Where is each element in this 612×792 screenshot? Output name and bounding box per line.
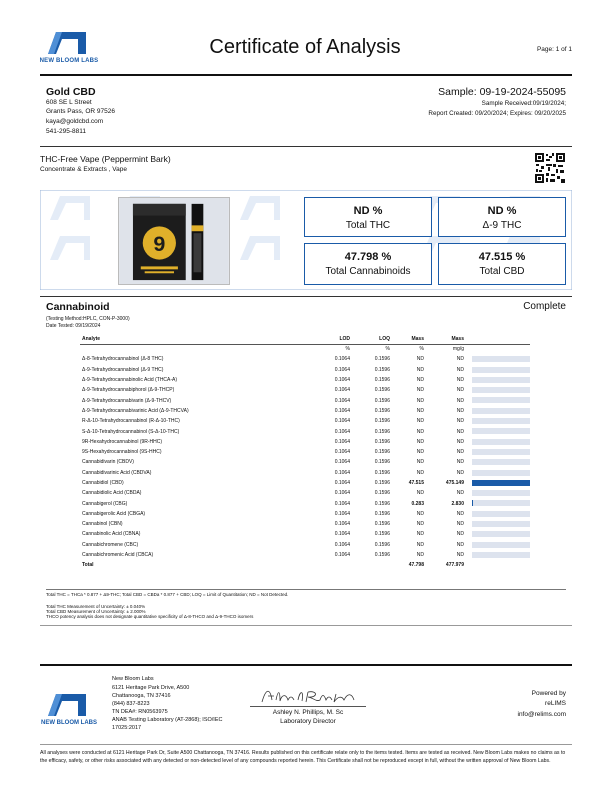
lab-logo-text: NEW BLOOM LABS	[39, 58, 99, 64]
cell-analyte: Cannabidiol (CBD)	[82, 480, 124, 486]
cell-loq: 0.1596	[374, 510, 390, 517]
section-title: Cannabinoid	[46, 301, 110, 313]
cell-lod: 0.1064	[334, 490, 350, 497]
cell-analyte: Δ-8-Tetrahydrocannabinol (Δ-8 THC)	[82, 356, 164, 363]
d9-thc-label: Δ-9 THC	[482, 220, 522, 231]
lab-logo-icon	[46, 30, 90, 56]
cell-loq: 0.1596	[374, 459, 390, 466]
cell-loq: 0.1596	[374, 366, 390, 373]
note-cbd-uncertainty: Total CBD Measurement of Uncertainty: ± 2.000%	[46, 609, 146, 614]
cell-mass-mg: ND	[456, 356, 464, 363]
d9-thc-card	[438, 197, 566, 237]
total-cannabinoids-card	[304, 243, 432, 285]
cell-lod: 0.1064	[334, 438, 350, 445]
cell-mass-mg: ND	[456, 387, 464, 394]
lab-dea: TN DEA#: RN0563975	[112, 709, 168, 715]
cell-mass-pct: ND	[416, 397, 424, 404]
total-mg: 477.979	[445, 562, 464, 569]
cell-mass-pct: ND	[416, 449, 424, 456]
cell-lod: 0.1064	[334, 510, 350, 517]
col-loq: LOQ	[352, 335, 392, 344]
cell-analyte: Cannabichromenic Acid (CBCA)	[82, 552, 154, 559]
cell-analyte: Δ-9-Tetrahydrocannabivarin (Δ-9-THCV)	[82, 397, 172, 404]
cell-loq: 0.1596	[374, 438, 390, 445]
cell-mass-mg: 475.149	[445, 480, 464, 486]
client-divider	[40, 146, 572, 147]
cell-loq: 0.1596	[374, 541, 390, 548]
cell-mass-pct: ND	[416, 531, 424, 538]
cell-loq: 0.1596	[374, 531, 390, 538]
lab-iso: 17025:2017	[112, 725, 142, 731]
total-thc-label: Total THC	[345, 220, 391, 231]
report-dates: Report Created: 09/20/2024; Expires: 09/20/2025	[428, 110, 566, 117]
director-title: Laboratory Director	[280, 718, 336, 725]
d9-thc-value: ND %	[487, 205, 517, 217]
cell-lod: 0.1064	[334, 397, 350, 404]
cell-mass-mg: ND	[456, 510, 464, 517]
cell-analyte: Δ-9-Tetrahydrocannabivarinic Acid (Δ-9-THCVA)	[82, 407, 189, 414]
cell-lod: 0.1064	[334, 366, 350, 373]
footer-divider	[40, 664, 572, 666]
unit-loq: %	[385, 346, 390, 353]
cell-mass-pct: ND	[416, 459, 424, 466]
col-lod: LOD	[312, 335, 352, 344]
product-name: THC-Free Vape (Peppermint Bark)	[40, 154, 171, 164]
cell-mass-mg: ND	[456, 531, 464, 538]
product-category: Concentrate & Extracts , Vape	[40, 166, 127, 173]
cell-analyte: Cannabigerolic Acid (CBGA)	[82, 510, 146, 517]
cell-mass-mg: ND	[456, 397, 464, 404]
cell-lod: 0.1064	[334, 449, 350, 456]
cell-mass-mg: ND	[456, 541, 464, 548]
cell-mass-mg: ND	[456, 407, 464, 414]
cell-analyte: S-Δ-10-Tetrahydrocannabinol (S-Δ-10-THC)	[82, 428, 180, 435]
cell-mass-mg: ND	[456, 449, 464, 456]
lab-accreditation: ANAB Testing Laboratory (AT-2868); ISO/IEC	[112, 717, 223, 723]
page-title: Certificate of Analysis	[209, 36, 401, 58]
cell-mass-mg: ND	[456, 438, 464, 445]
lab-phone: (844) 837-8223	[112, 701, 150, 707]
qr-code-icon	[534, 152, 566, 184]
note-thco: THCO potency analysis does not designate quantitative specificity of Δ-8-THCO and Δ-9-THCO isomers	[46, 614, 254, 619]
total-thc-value: ND %	[353, 205, 383, 217]
cell-mass-pct: ND	[416, 490, 424, 497]
cell-loq: 0.1596	[374, 500, 390, 507]
cell-mass-pct: ND	[416, 366, 424, 373]
cell-mass-pct: ND	[416, 510, 424, 517]
cell-lod: 0.1064	[334, 387, 350, 394]
testing-method: (Testing Method:HPLC, CON-P-3000)	[46, 316, 130, 322]
cell-mass-mg: ND	[456, 366, 464, 373]
disclaimer-divider	[40, 744, 572, 745]
cell-mass-pct: 47.515	[408, 480, 424, 486]
cell-mass-mg: ND	[456, 490, 464, 497]
cell-analyte: Cannabichromene (CBC)	[82, 541, 139, 548]
svg-text:9: 9	[153, 231, 166, 256]
cell-mass-mg: ND	[456, 418, 464, 425]
unit-mass-pct: %	[419, 346, 424, 353]
total-cannabinoids-value: 47.798 %	[344, 251, 392, 263]
cell-lod: 0.1064	[334, 428, 350, 435]
powered-by-email[interactable]: info@relims.com	[517, 711, 566, 718]
cell-lod: 0.1064	[334, 377, 350, 384]
cell-analyte: Cannabidivarinic Acid (CBDVA)	[82, 469, 152, 476]
lab-address-2: Chattanooga, TN 37416	[112, 693, 171, 699]
cell-mass-pct: ND	[416, 541, 424, 548]
cell-analyte: Δ-9-Tetrahydrocannabiphorol (Δ-9-THCP)	[82, 387, 175, 394]
lab-name: New Bloom Labs	[112, 676, 154, 682]
cell-loq: 0.1596	[374, 397, 390, 404]
cell-analyte: Cannabinolic Acid (CBNA)	[82, 531, 141, 538]
footer-lab-logo-text: NEW BLOOM LABS	[41, 720, 97, 726]
unit-mass-mg: mg/g	[452, 346, 464, 353]
note-thc-uncertainty: Total THC Measurement of Uncertainty: ± 0.040%	[46, 604, 146, 609]
page-number: Page: 1 of 1	[536, 46, 572, 53]
cell-loq: 0.1596	[374, 552, 390, 559]
col-analyte: Analyte	[80, 335, 312, 344]
director-signature	[258, 686, 358, 706]
total-thc-card	[304, 197, 432, 237]
cell-mass-pct: ND	[416, 418, 424, 425]
client-address-1: 608 SE L Street	[46, 99, 92, 106]
cell-lod: 0.1064	[334, 500, 350, 507]
cell-mass-mg: ND	[456, 377, 464, 384]
disclaimer-text: All analyses were conducted at 6121 Heritage Park Dr, Suite A500 Chattanooga, TN 37416. Results published on this certificate relate only to the items tested. Items are tested as received. New Bloom Labs makes no claims as to the efficacy, safety, or other risks associated with any detected or non-detected level of any compounds reported herein. This Certificate shall not be reproduced except in full, without the written approval of New Bloom Labs.	[40, 750, 566, 764]
cell-lod: 0.1064	[334, 459, 350, 466]
product-photo	[118, 197, 230, 285]
cell-analyte: Cannabigerol (CBG)	[82, 500, 128, 507]
cell-mass-mg: ND	[456, 459, 464, 466]
cell-lod: 0.1064	[334, 418, 350, 425]
cell-mass-pct: ND	[416, 407, 424, 414]
cell-mass-pct: ND	[416, 552, 424, 559]
footer-lab-logo-icon	[46, 692, 90, 718]
cell-analyte: R-Δ-10-Tetrahydrocannabinol (R-Δ-10-THC)	[82, 418, 180, 425]
cell-lod: 0.1064	[334, 407, 350, 414]
cell-lod: 0.1064	[334, 356, 350, 363]
cell-loq: 0.1596	[374, 377, 390, 384]
cell-analyte: Cannabidivarin (CBDV)	[82, 459, 134, 466]
cell-loq: 0.1596	[374, 521, 390, 528]
col-mass-pct: Mass	[392, 335, 426, 344]
total-cbd-value: 47.515 %	[478, 251, 526, 263]
client-email: kaya@goldcbd.com	[46, 118, 104, 125]
powered-by: Powered by	[531, 690, 566, 697]
client-phone: 541-295-8811	[46, 128, 86, 135]
powered-by-name: reLIMS	[545, 700, 566, 707]
total-cannabinoids-label: Total Cannabinoids	[325, 266, 411, 277]
cell-lod: 0.1064	[334, 469, 350, 476]
header-divider	[40, 74, 572, 76]
cell-analyte: 9R-Hexahydrocannabinol (9R-HHC)	[82, 438, 163, 445]
cell-analyte: Δ-9-Tetrahydrocannabinolic Acid (THCA-A)	[82, 377, 178, 384]
director-name: Ashley N. Phillips, M. Sc	[272, 709, 344, 716]
note-definitions: Total THC = THCa * 0.877 + Δ9-THC; Total CBD = CBDa * 0.877 + CBD; LOQ = Limit of Quantitation; ND = Not Detected.	[46, 592, 289, 597]
cell-mass-pct: ND	[416, 438, 424, 445]
cell-mass-mg: 2.830	[451, 500, 464, 507]
cell-lod: 0.1064	[334, 480, 350, 486]
date-tested: Date Tested: 09/19/2024	[46, 323, 101, 329]
cell-lod: 0.1064	[334, 521, 350, 528]
unit-lod: %	[345, 346, 350, 353]
cell-analyte: Cannabidiolic Acid (CBDA)	[82, 490, 142, 497]
cell-loq: 0.1596	[374, 490, 390, 497]
cell-loq: 0.1596	[374, 356, 390, 363]
total-cbd-card	[438, 243, 566, 285]
cell-mass-pct: ND	[416, 387, 424, 394]
lab-address-1: 6121 Heritage Park Drive, A500	[112, 685, 190, 691]
cell-loq: 0.1596	[374, 418, 390, 425]
col-mass-mg: Mass	[426, 335, 466, 344]
total-label: Total	[82, 562, 94, 569]
cell-loq: 0.1596	[374, 480, 390, 486]
cell-mass-mg: ND	[456, 521, 464, 528]
cell-mass-mg: ND	[456, 469, 464, 476]
signature-line	[250, 706, 366, 707]
section-status: Complete	[523, 301, 566, 312]
cell-loq: 0.1596	[374, 428, 390, 435]
cell-mass-pct: ND	[416, 469, 424, 476]
cell-analyte: Cannabinol (CBN)	[82, 521, 123, 528]
cell-lod: 0.1064	[334, 531, 350, 538]
results-frame	[40, 296, 572, 626]
sample-id: Sample: 09-19-2024-55095	[438, 86, 566, 98]
cell-analyte: 9S-Hexahydrocannabinol (9S-HHC)	[82, 449, 162, 456]
cell-loq: 0.1596	[374, 407, 390, 414]
cell-mass-pct: 0.283	[411, 500, 424, 507]
cell-lod: 0.1064	[334, 541, 350, 548]
cell-loq: 0.1596	[374, 387, 390, 394]
cell-analyte: Δ-9-Tetrahydrocannabinol (Δ-9 THC)	[82, 366, 164, 373]
cell-mass-mg: ND	[456, 552, 464, 559]
cell-mass-mg: ND	[456, 428, 464, 435]
cell-lod: 0.1064	[334, 552, 350, 559]
total-pct: 47.798	[408, 562, 424, 569]
sample-received: Sample Received:09/19/2024;	[481, 100, 566, 107]
client-name: Gold CBD	[46, 86, 96, 98]
total-cbd-label: Total CBD	[479, 266, 525, 277]
cell-mass-pct: ND	[416, 377, 424, 384]
cell-mass-pct: ND	[416, 428, 424, 435]
cell-loq: 0.1596	[374, 469, 390, 476]
cell-mass-pct: ND	[416, 356, 424, 363]
cell-mass-pct: ND	[416, 521, 424, 528]
cell-loq: 0.1596	[374, 449, 390, 456]
client-address-2: Grants Pass, OR 97526	[46, 108, 116, 115]
